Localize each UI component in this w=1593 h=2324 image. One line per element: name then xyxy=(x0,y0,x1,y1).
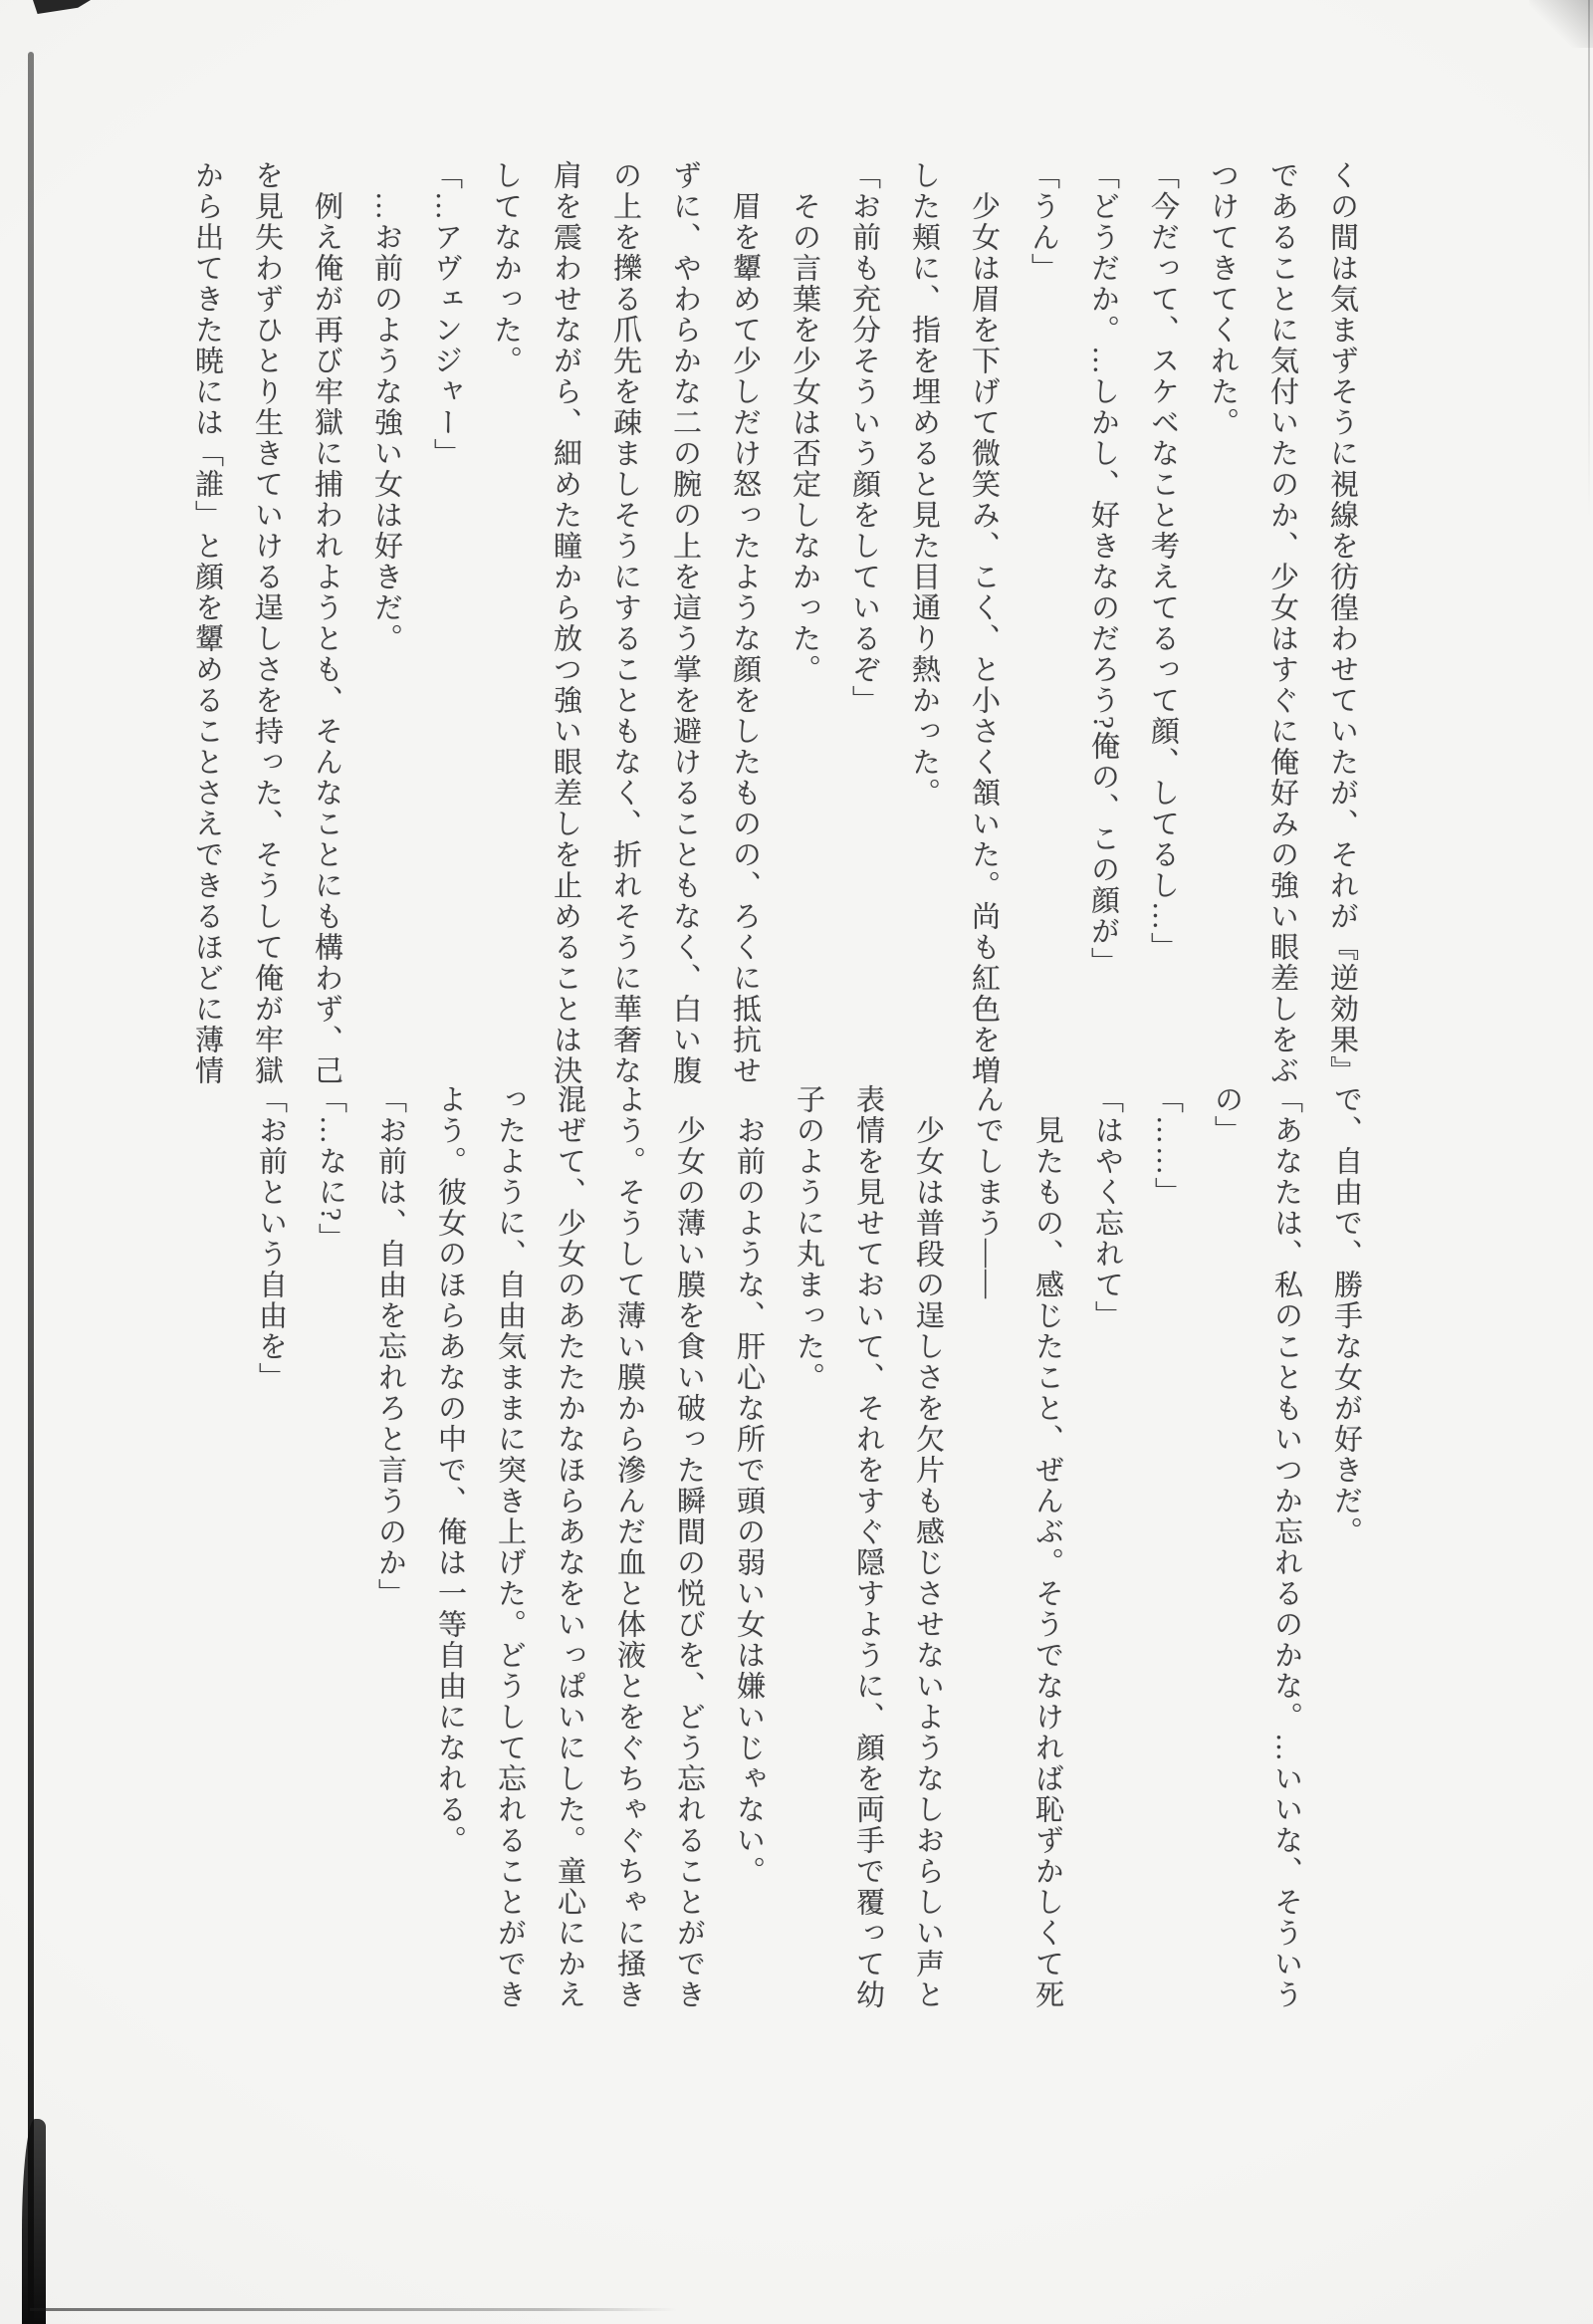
scan-artifact-bottom-left-blotch xyxy=(22,2119,46,2324)
text-column: 「…なに?」 xyxy=(315,1084,346,1254)
text-column: 「……」 xyxy=(1151,1084,1183,1208)
text-column: …お前のような強い女は好きだ。 xyxy=(370,160,402,654)
scan-artifact-top-right-smudge xyxy=(1529,0,1593,48)
text-column: つけてきてくれた。 xyxy=(1207,160,1239,438)
text-column: お前のような、肝心な所で頭の弱い女は嫌いじゃない。 xyxy=(733,1084,765,1887)
top-text-block xyxy=(177,160,1372,1088)
scan-artifact-bottom-edge-line xyxy=(30,2308,677,2311)
text-column: 「お前という自由を」 xyxy=(255,1084,287,1393)
text-column: 「あなたは、私のこともいつか忘れるのかな。…いいな、そういう xyxy=(1270,1084,1302,2010)
text-column: 「お前も充分そういう顔をしているぞ」 xyxy=(848,160,880,716)
text-column: 「どうだか。…しかし、好きなのだろう?俺の、この顔が」 xyxy=(1087,160,1119,978)
text-column: 例え俺が再び牢獄に捕われようとも、そんなことにも構わず、己 xyxy=(311,160,342,1086)
text-column: であることに気付いたのか、少女はすぐに俺好みの強い眼差しをぶ xyxy=(1266,160,1298,1086)
scan-artifact-right-edge-line xyxy=(1588,0,1590,518)
text-column: から出てきた暁には「誰」と顔を顰めることさえできるほどに薄情 xyxy=(191,160,223,1086)
text-column: その言葉を少女は否定しなかった。 xyxy=(789,160,820,685)
scan-artifact-top-left-wedge xyxy=(33,0,91,14)
text-column: 見たもの、感じたこと、ぜんぶ。そうでなければ恥ずかしくて死 xyxy=(1031,1084,1063,2010)
text-column: 眉を顰めて少しだけ怒ったような顔をしたものの、ろくに抵抗せ xyxy=(729,160,761,1086)
text-column: 「はやく忘れて」 xyxy=(1091,1084,1123,1331)
text-column: ったように、自由気ままに突き上げた。どうして忘れることができ xyxy=(494,1084,526,2010)
text-column: くの間は気まずそうに視線を彷徨わせていたが、それが『逆効果』 xyxy=(1326,160,1358,1086)
scan-artifact-left-edge-line xyxy=(28,52,34,2324)
text-column: 表情を見せておいて、それをすぐ隠すように、顔を両手で覆って幼 xyxy=(852,1084,884,2010)
text-column: よう。そうして薄い膜から滲んだ血と体液とをぐちゃぐちゃに掻き xyxy=(613,1084,645,2010)
text-column: 肩を震わせながら、細めた瞳から放つ強い眼差しを止めることは決 xyxy=(550,160,581,1086)
text-column: 少女は眉を下げて微笑み、こく、と小さく頷いた。尚も紅色を増 xyxy=(968,160,1000,1086)
text-column: で、自由で、勝手な女が好きだ。 xyxy=(1330,1084,1362,1547)
text-column: 「うん」 xyxy=(1027,160,1059,284)
text-column: してなかった。 xyxy=(490,160,522,376)
text-column: 混ぜて、少女のあたたかなほらあなをいっぱいにした。童心にかえ xyxy=(554,1084,585,2010)
text-column: の」 xyxy=(1211,1084,1243,1146)
text-column: した頬に、指を埋めると見た目通り熱かった。 xyxy=(908,160,940,809)
text-column: 「…アヴェンジャー」 xyxy=(430,160,462,469)
bottom-text-block xyxy=(241,1084,1376,2018)
text-column: 「今だって、スケベなこと考えてるって顔、してるし…」 xyxy=(1147,160,1179,963)
text-column: の上を擽る爪先を疎ましそうにすることもなく、折れそうに華奢な xyxy=(609,160,641,1086)
text-column: 少女の薄い膜を食い破った瞬間の悦びを、どう忘れることができ xyxy=(673,1084,705,2010)
text-column: 子のように丸まった。 xyxy=(793,1084,824,1393)
text-column: んでしまう―― xyxy=(972,1084,1004,1300)
text-column: 少女は普段の逞しさを欠片も感じさせないようなしおらしい声と xyxy=(912,1084,944,2010)
text-column: ずに、やわらかな二の腕の上を這う掌を避けることもなく、白い腹 xyxy=(669,160,701,1086)
text-column: よう。彼女のほらあなの中で、俺は一等自由になれる。 xyxy=(434,1084,466,1856)
text-column: を見失わずひとり生きていける逞しさを持った、そうして俺が牢獄 xyxy=(251,160,283,1086)
text-column: 「お前は、自由を忘れろと言うのか」 xyxy=(374,1084,406,1609)
